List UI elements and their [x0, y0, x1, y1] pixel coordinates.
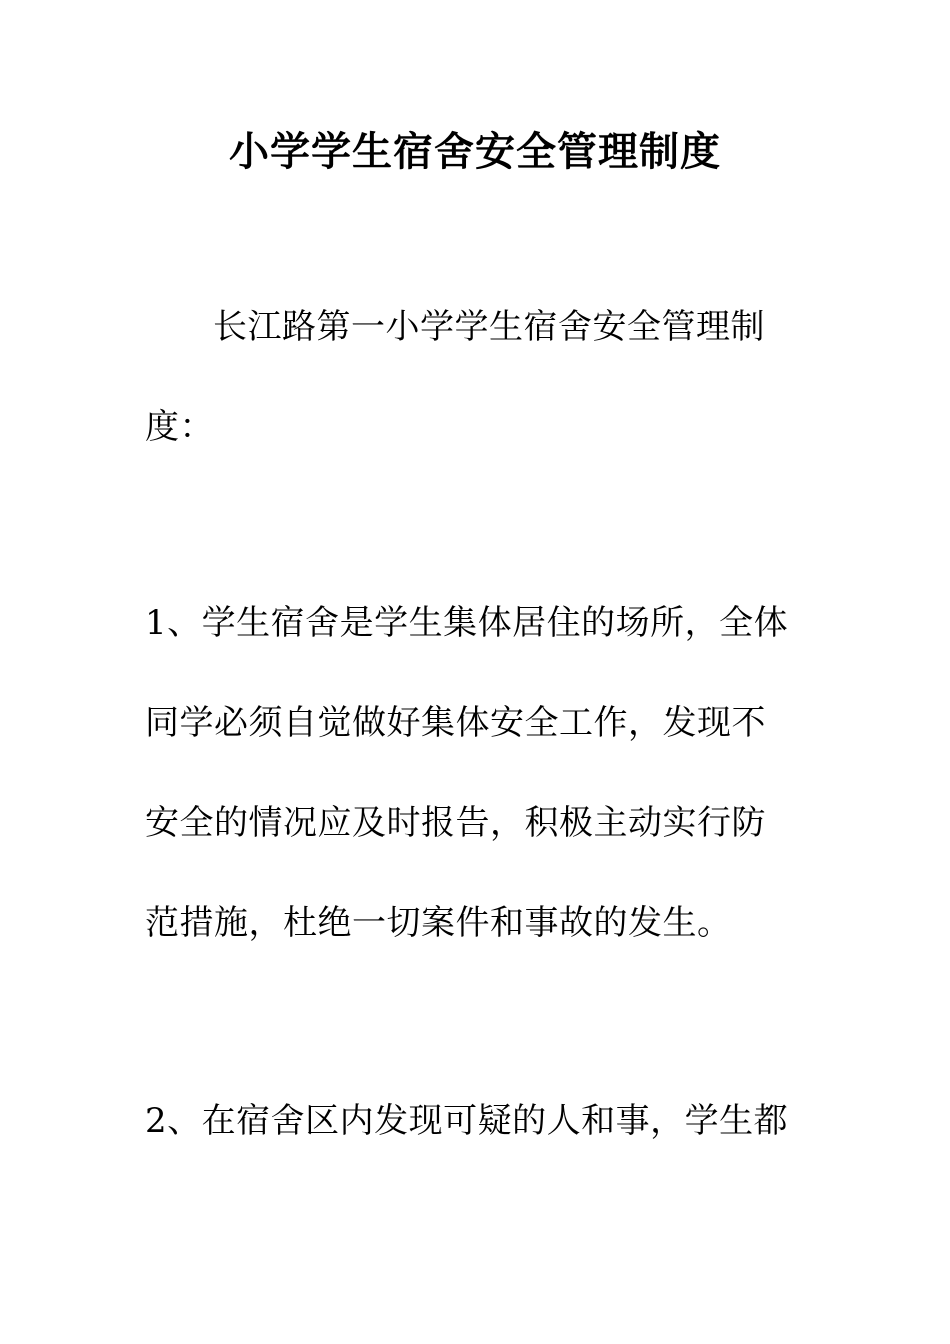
intro-line-2: 度：: [145, 407, 214, 447]
item-2-line-1: 2、在宿舍区内发现可疑的人和事，学生都: [145, 1101, 789, 1141]
item-1-line-2: 同学必须自觉做好集体安全工作，发现不: [145, 703, 766, 743]
item-1-line-4: 范措施，杜绝一切案件和事故的发生。: [145, 903, 732, 943]
item-1-line-1: 1、学生宿舍是学生集体居住的场所，全体: [145, 603, 789, 643]
item-1-line-3: 安全的情况应及时报告，积极主动实行防: [145, 803, 766, 843]
intro-line-1: 长江路第一小学学生宿舍安全管理制: [213, 307, 765, 347]
document-title: 小学学生宿舍安全管理制度: [229, 129, 721, 175]
